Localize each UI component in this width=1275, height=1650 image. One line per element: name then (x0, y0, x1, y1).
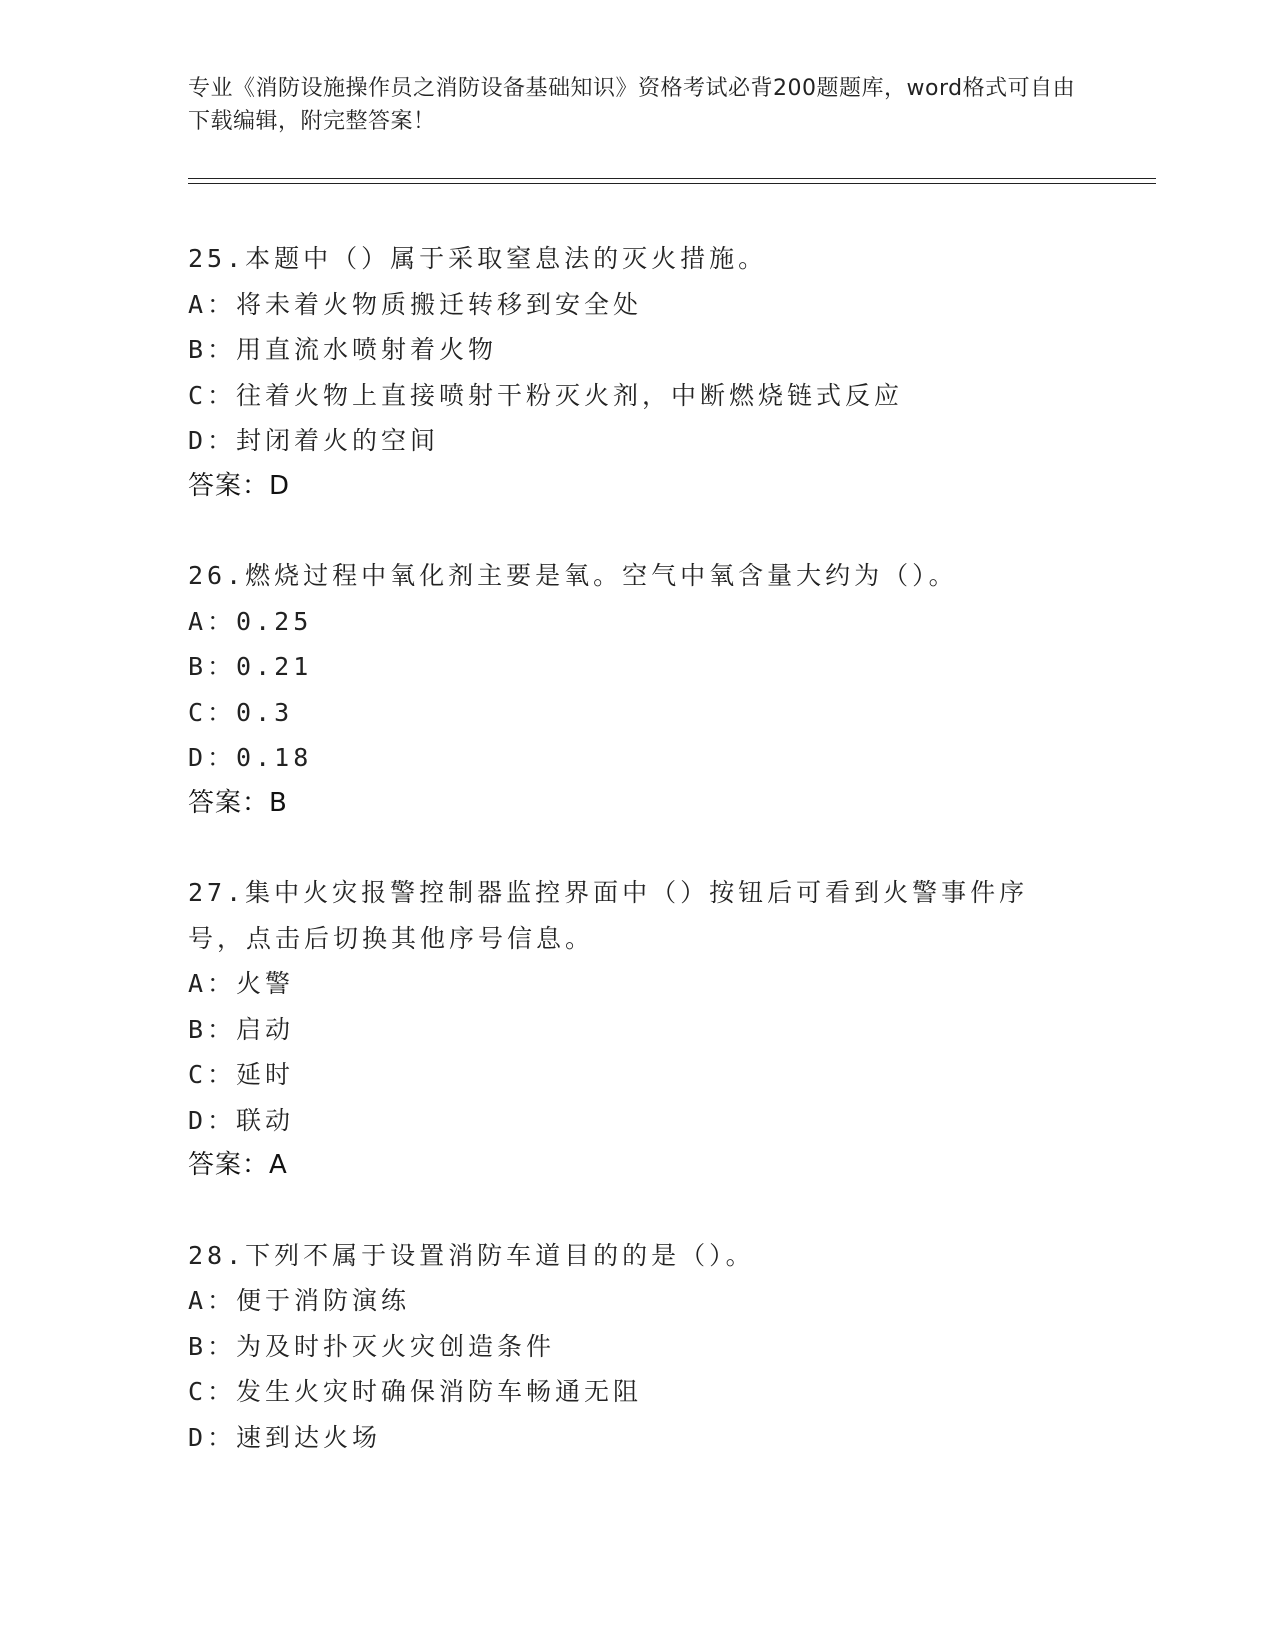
question-25 (188, 236, 1088, 509)
option-d: D：0.18 (188, 743, 313, 772)
option-d: D：封闭着火的空间 (188, 426, 440, 455)
option-d: D：速到达火场 (188, 1422, 382, 1452)
option-b: B：0.21 (188, 652, 313, 681)
question-27 (188, 870, 1088, 1189)
question-stem: 28.下列不属于设置消防车道目的的是（）。 (188, 1240, 755, 1270)
option-c: C：0.3 (188, 697, 294, 727)
option-a: A：火警 (188, 969, 295, 998)
question-list (188, 236, 1088, 1504)
question-stem: 26.燃烧过程中氧化剂主要是氧。空气中氧含量大约为（）。 (188, 561, 958, 590)
option-b: B：为及时扑灭火灾创造条件 (188, 1331, 556, 1361)
question-26 (188, 553, 1088, 826)
question-stem: 25.本题中（）属于采取窒息法的灭火措施。 (188, 244, 768, 273)
header-divider-bottom (188, 183, 1156, 184)
option-a: A：将未着火物质搬迁转移到安全处 (188, 289, 643, 319)
answer-line: 答案：B (188, 787, 288, 818)
question-stem: 27.集中火灾报警控制器监控界面中（）按钮后可看到火警事件序号，点击后切换其他序号信息。 (188, 878, 1029, 953)
header-divider-top (188, 178, 1156, 179)
option-c: C：发生火灾时确保消防车畅通无阻 (188, 1377, 643, 1406)
option-c: C：延时 (188, 1060, 295, 1089)
option-b: B：启动 (188, 1014, 295, 1044)
option-d: D：联动 (188, 1105, 295, 1135)
option-a: A：便于消防演练 (188, 1286, 411, 1315)
answer-line: 答案：A (188, 1150, 288, 1180)
option-a: A：0.25 (188, 606, 313, 636)
question-28 (188, 1233, 1088, 1461)
answer-line: 答案：D (188, 470, 291, 501)
document-header: 专业《消防设施操作员之消防设备基础知识》资格考试必背200题题库，word格式可自由下载编辑，附完整答案！ (188, 76, 1076, 134)
option-c: C：往着火物上直接喷射干粉灭火剂，中断燃烧链式反应 (188, 380, 904, 410)
option-b: B：用直流水喷射着火物 (188, 335, 498, 364)
